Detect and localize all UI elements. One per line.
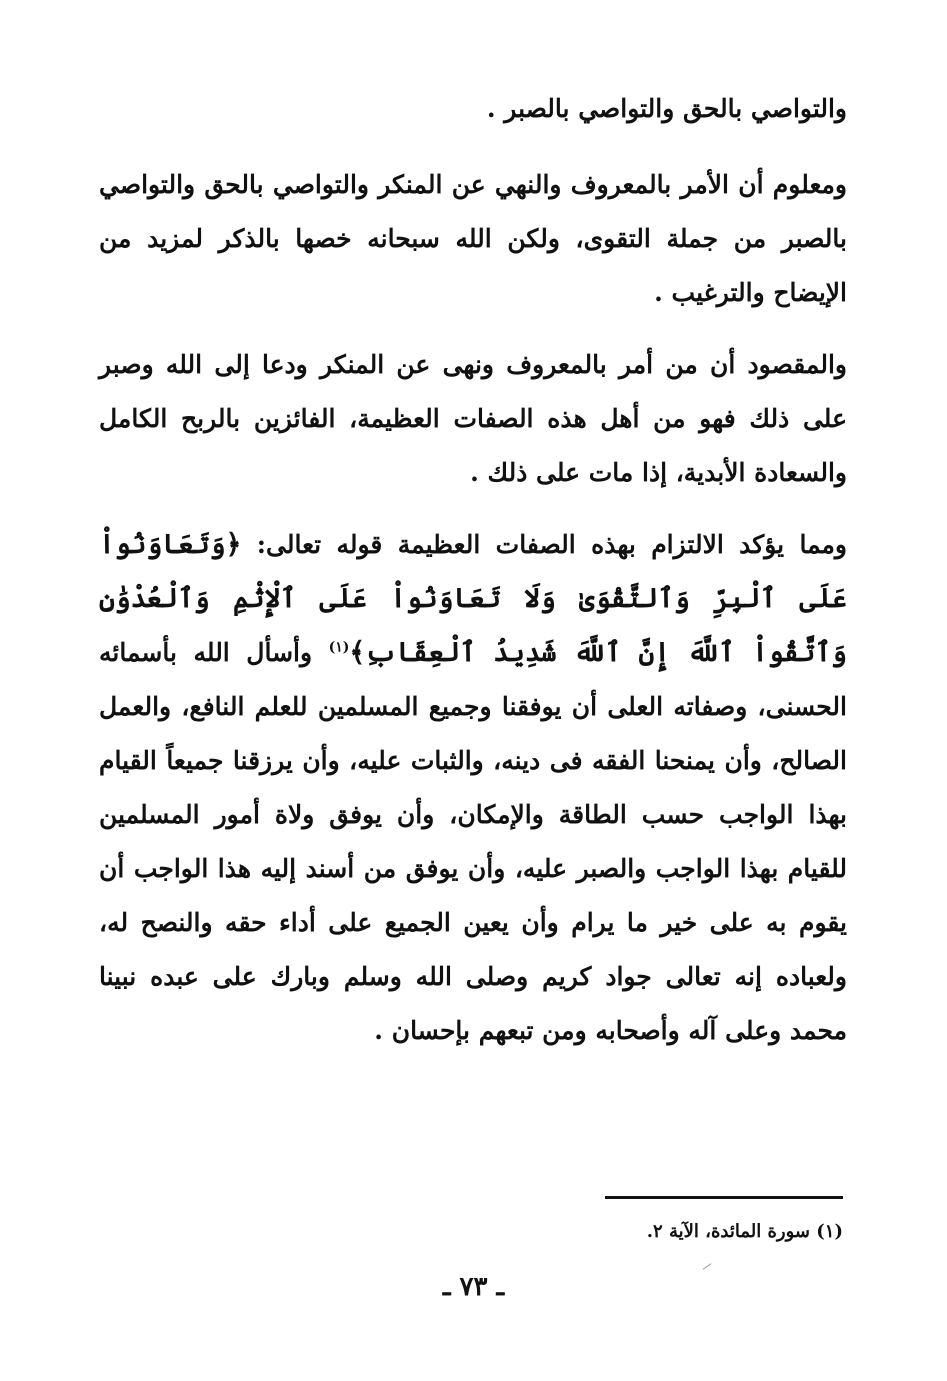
quran-verse: ﴿وَتَعَاوَنُواْ عَلَى ٱلْبِرِّ وَٱلتَّقْوَىٰ وَلَا تَعَاوَنُواْ عَلَى ٱلْإِثْمِ وَٱلْعُدْوَٰنِ وَٱتَّقُواْ ٱللَّهَ إِنَّ ٱللَّهَ شَدِيدُ ٱلْعِقَابِ﴾ [99, 529, 848, 668]
paragraph-4-intro: ومما يؤكد الالتزام بهذه الصفات العظيمة قوله تعالى: [241, 530, 847, 559]
paragraph-4-body: وأسأل الله بأسمائه الحسنى، وصفاته العلى أن يوفقنا وجميع المسلمين للعلم النافع، والعمل الصالح، وأن يمنحنا الفقه فى دينه، والثبات عليه، وأن يرزقنا جميعاً القيام بهذا الواجب حسب الطاقة والإمكان، وأن يوفق ولاة أمور المسلمين للقيام بهذا الواجب والصبر عليه، وأن يوفق من أسند إليه هذا الواجب أن يقوم به على خير ما يرام وأن يعين الجميع على أداء حقه والنصح له، ولعباده إنه تعالى جواد كريم وصلى الله وسلم وبارك على عبده نبينا محمد وعلى آله وأصحابه ومن تبعهم بإحسان . [99, 638, 847, 1045]
footnote: (١) سورة المائدة، الآية ٢. [646, 1221, 843, 1242]
paragraph-2: ومعلوم أن الأمر بالمعروف والنهي عن المنكر والتواصي بالحق والتواصي بالصبر من جملة التقوى، ولكن الله سبحانه خصها بالذكر لمزيد من الإيضاح والترغيب . [99, 170, 847, 307]
page-body [99, 82, 847, 1076]
paragraph-3: والمقصود أن من أمر بالمعروف ونهى عن المنكر ودعا إلى الله وصبر على ذلك فهو من أهل هذه الصفات العظيمة، الفائزين بالربح الكامل والسعادة الأبدية، إذا مات على ذلك . [99, 350, 847, 487]
footnote-reference: (١) [328, 639, 350, 656]
footnote-divider [605, 1196, 843, 1199]
scan-mark [703, 1263, 712, 1270]
paragraph-1: والتواصي بالحق والتواصي بالصبر . [486, 94, 847, 123]
paragraph-4 [99, 518, 847, 1058]
page-number: ـ ٧٣ ـ [442, 1272, 505, 1302]
